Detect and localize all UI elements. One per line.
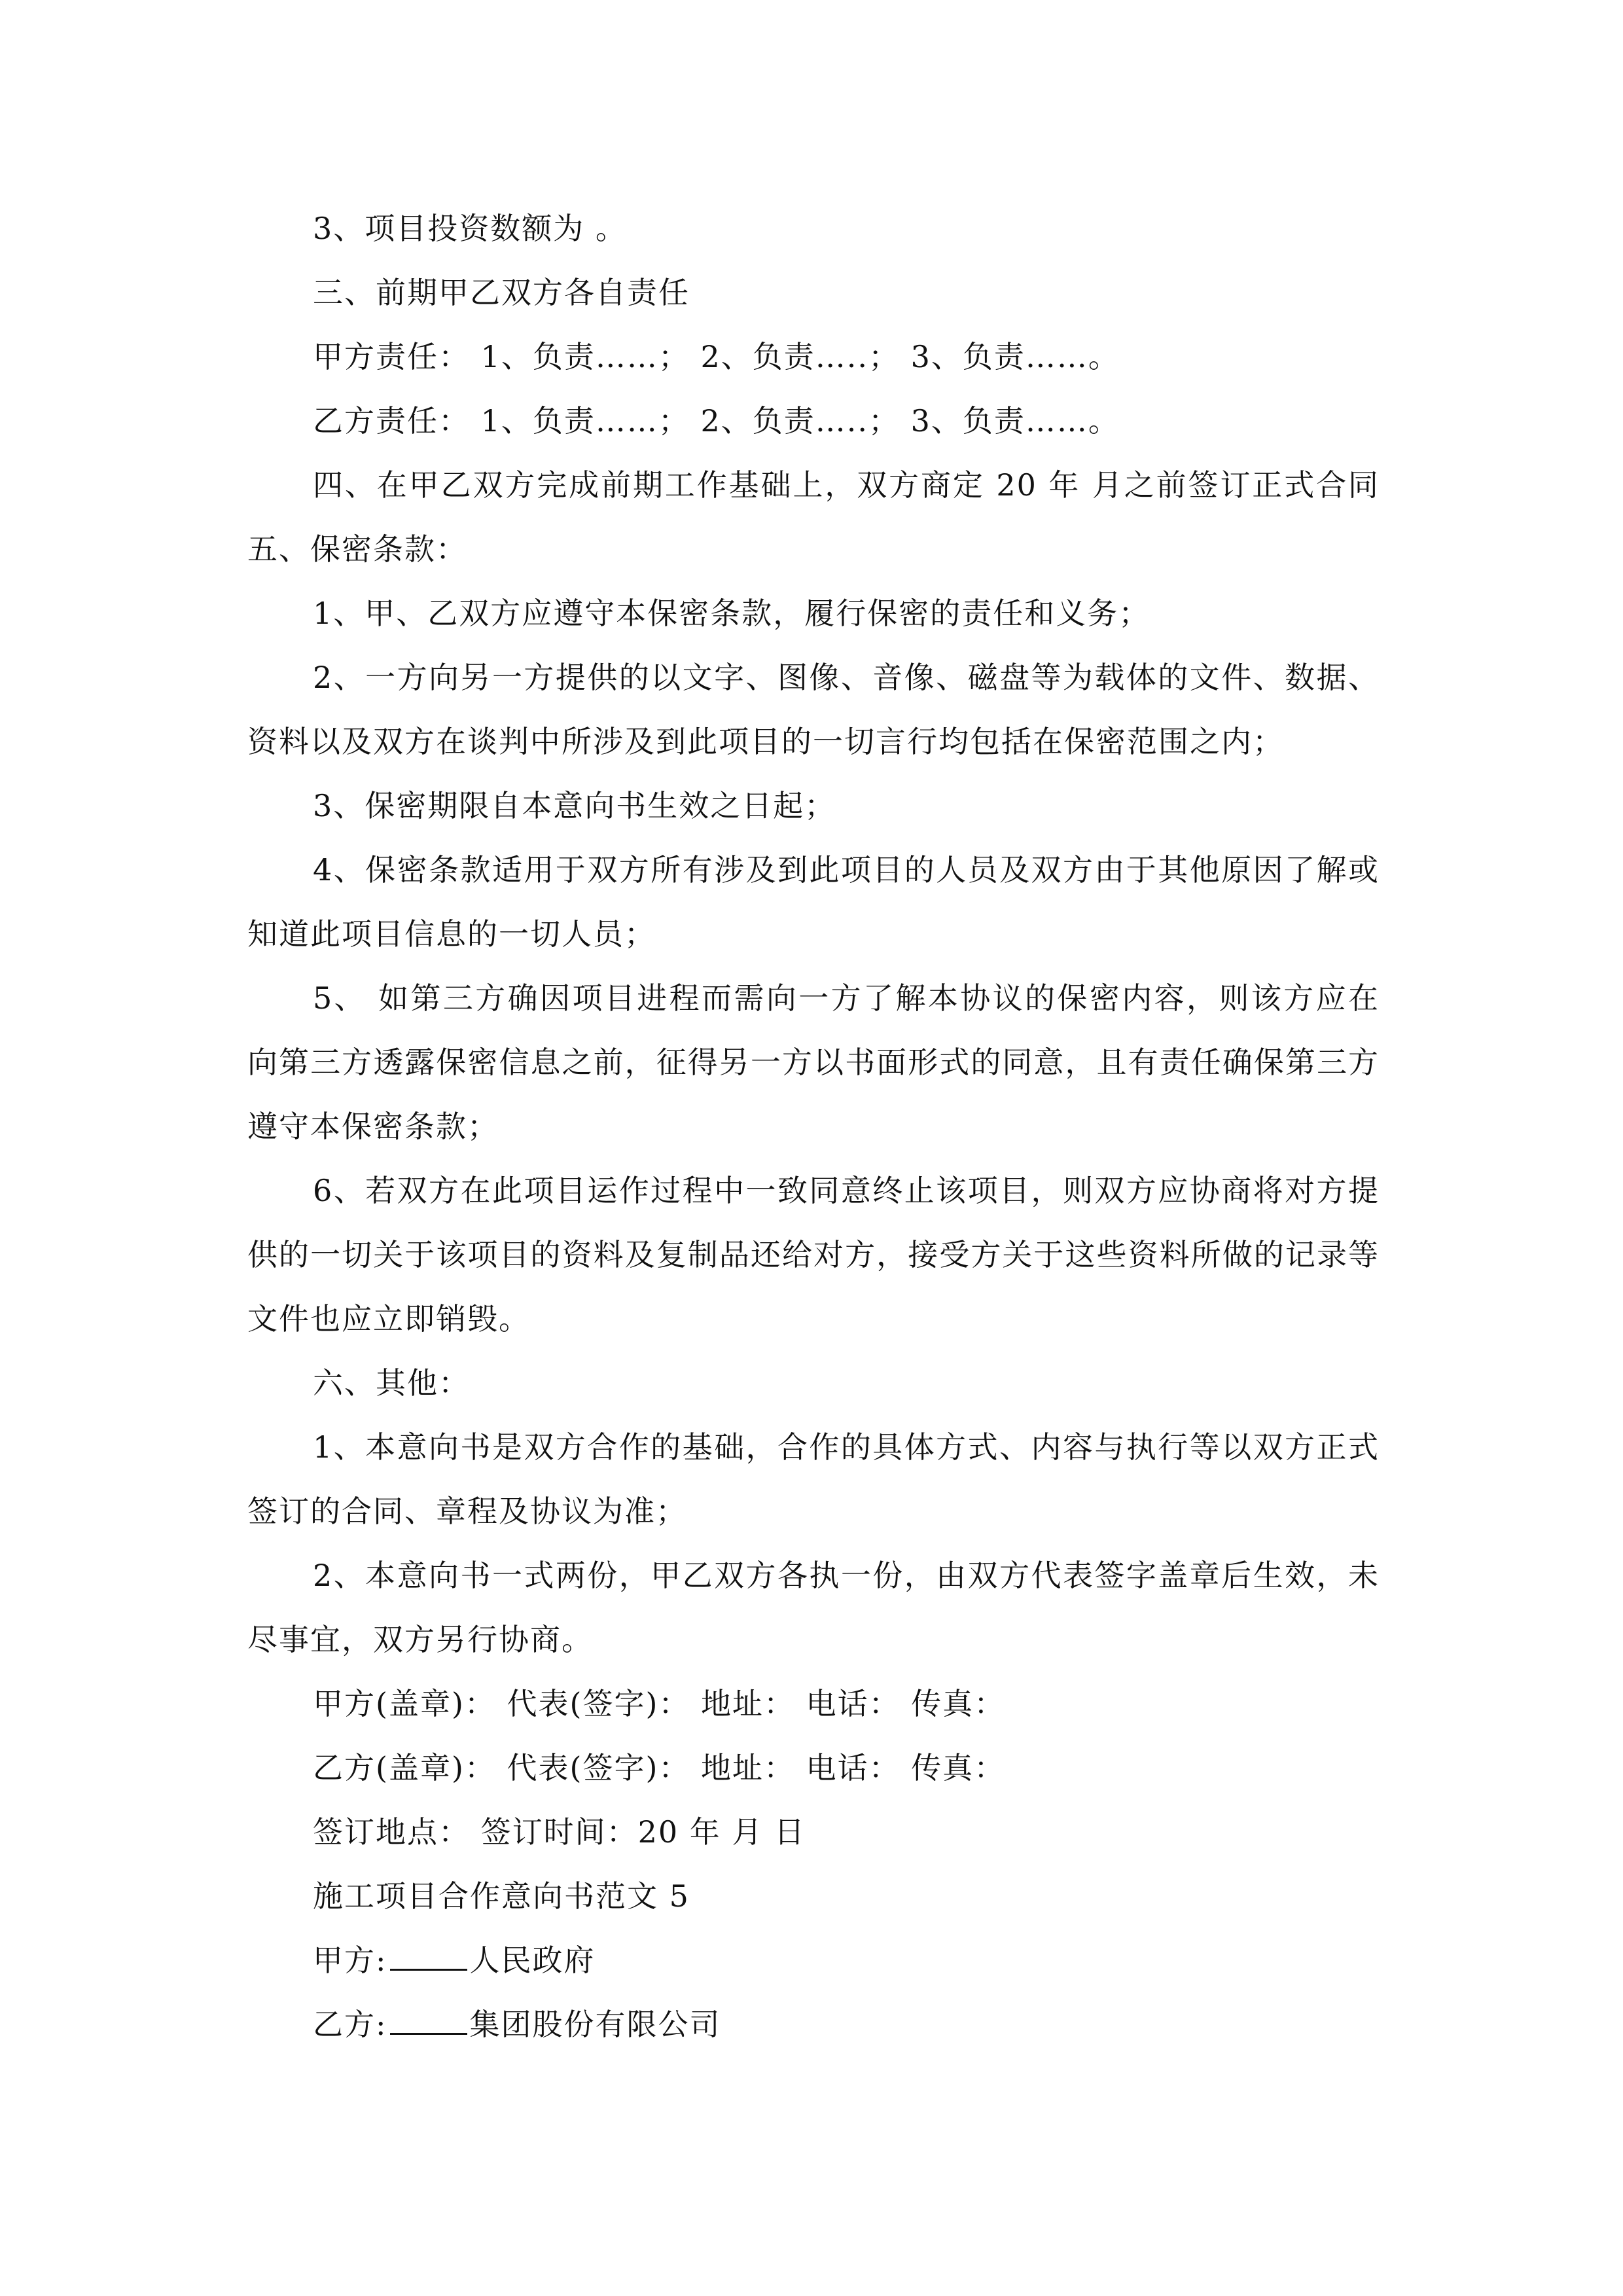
party-a-responsibilities: 甲方责任： 1、负责……； 2、负责…..； 3、负责……。: [313, 339, 1120, 374]
document-body: [247, 196, 1380, 2056]
other-clause-1: 1、本意向书是双方合作的基础，合作的具体方式、内容与执行等以双方正式签订的合同、章程及协议为准；: [247, 1429, 1380, 1529]
other-clause-2: 2、本意向书一式两份，甲乙双方各执一份，由双方代表签字盖章后生效，未尽事宜，双方另行协商。: [247, 1558, 1380, 1657]
clause-formal-contract: 四、在甲乙双方完成前期工作基础上，双方商定 20 年 月之前签订正式合同 五、保密条款：: [247, 467, 1380, 567]
party-a-name: 人民政府: [469, 1943, 596, 1978]
party-a-line: [247, 1928, 1380, 1992]
confidentiality-clause-3: 3、保密期限自本意向书生效之日起；: [313, 788, 836, 823]
party-b-responsibilities: 乙方责任： 1、负责……； 2、负责…..； 3、负责……。: [313, 403, 1120, 439]
party-a-label: 甲方:: [313, 1943, 387, 1978]
sample-title: 施工项目合作意向书范文 5: [313, 1878, 690, 1914]
party-b-name: 集团股份有限公司: [469, 2007, 721, 2042]
party-a-blank: [390, 1940, 467, 1971]
confidentiality-clause-1: 1、甲、乙双方应遵守本保密条款，履行保密的责任和义务；: [313, 596, 1150, 631]
confidentiality-clause-2: 2、一方向另一方提供的以文字、图像、音像、磁盘等为载体的文件、数据、资料以及双方在谈判中所涉及到此项目的一切言行均包括在保密范围之内；: [247, 660, 1380, 759]
confidentiality-clause-5: 5、 如第三方确因项目进程而需向一方了解本协议的保密内容，则该方应在向第三方透露保密信息之前，征得另一方以书面形式的同意，且有责任确保第三方遵守本保密条款；: [247, 980, 1380, 1144]
section-heading-responsibilities: 三、前期甲乙双方各自责任: [313, 275, 690, 310]
party-b-blank: [390, 2004, 467, 2035]
clause-investment-amount: 3、项目投资数额为 。: [313, 211, 627, 246]
party-b-signature-line: 乙方(盖章)： 代表(签字)： 地址： 电话： 传真：: [313, 1750, 1006, 1785]
signing-place-time: 签订地点： 签订时间：20 年 月 日: [313, 1814, 806, 1850]
section-heading-other: 六、其他：: [313, 1365, 470, 1401]
confidentiality-clause-4: 4、保密条款适用于双方所有涉及到此项目的人员及双方由于其他原因了解或知道此项目信息的一切人员；: [247, 852, 1380, 952]
confidentiality-clause-6: 6、若双方在此项目运作过程中一致同意终止该项目，则双方应协商将对方提供的一切关于该项目的资料及复制品还给对方，接受方关于这些资料所做的记录等文件也应立即销毁。: [247, 1173, 1380, 1336]
party-a-signature-line: 甲方(盖章)： 代表(签字)： 地址： 电话： 传真：: [313, 1686, 1006, 1721]
party-b-label: 乙方:: [313, 2007, 387, 2042]
party-b-line: [247, 1992, 1380, 2056]
